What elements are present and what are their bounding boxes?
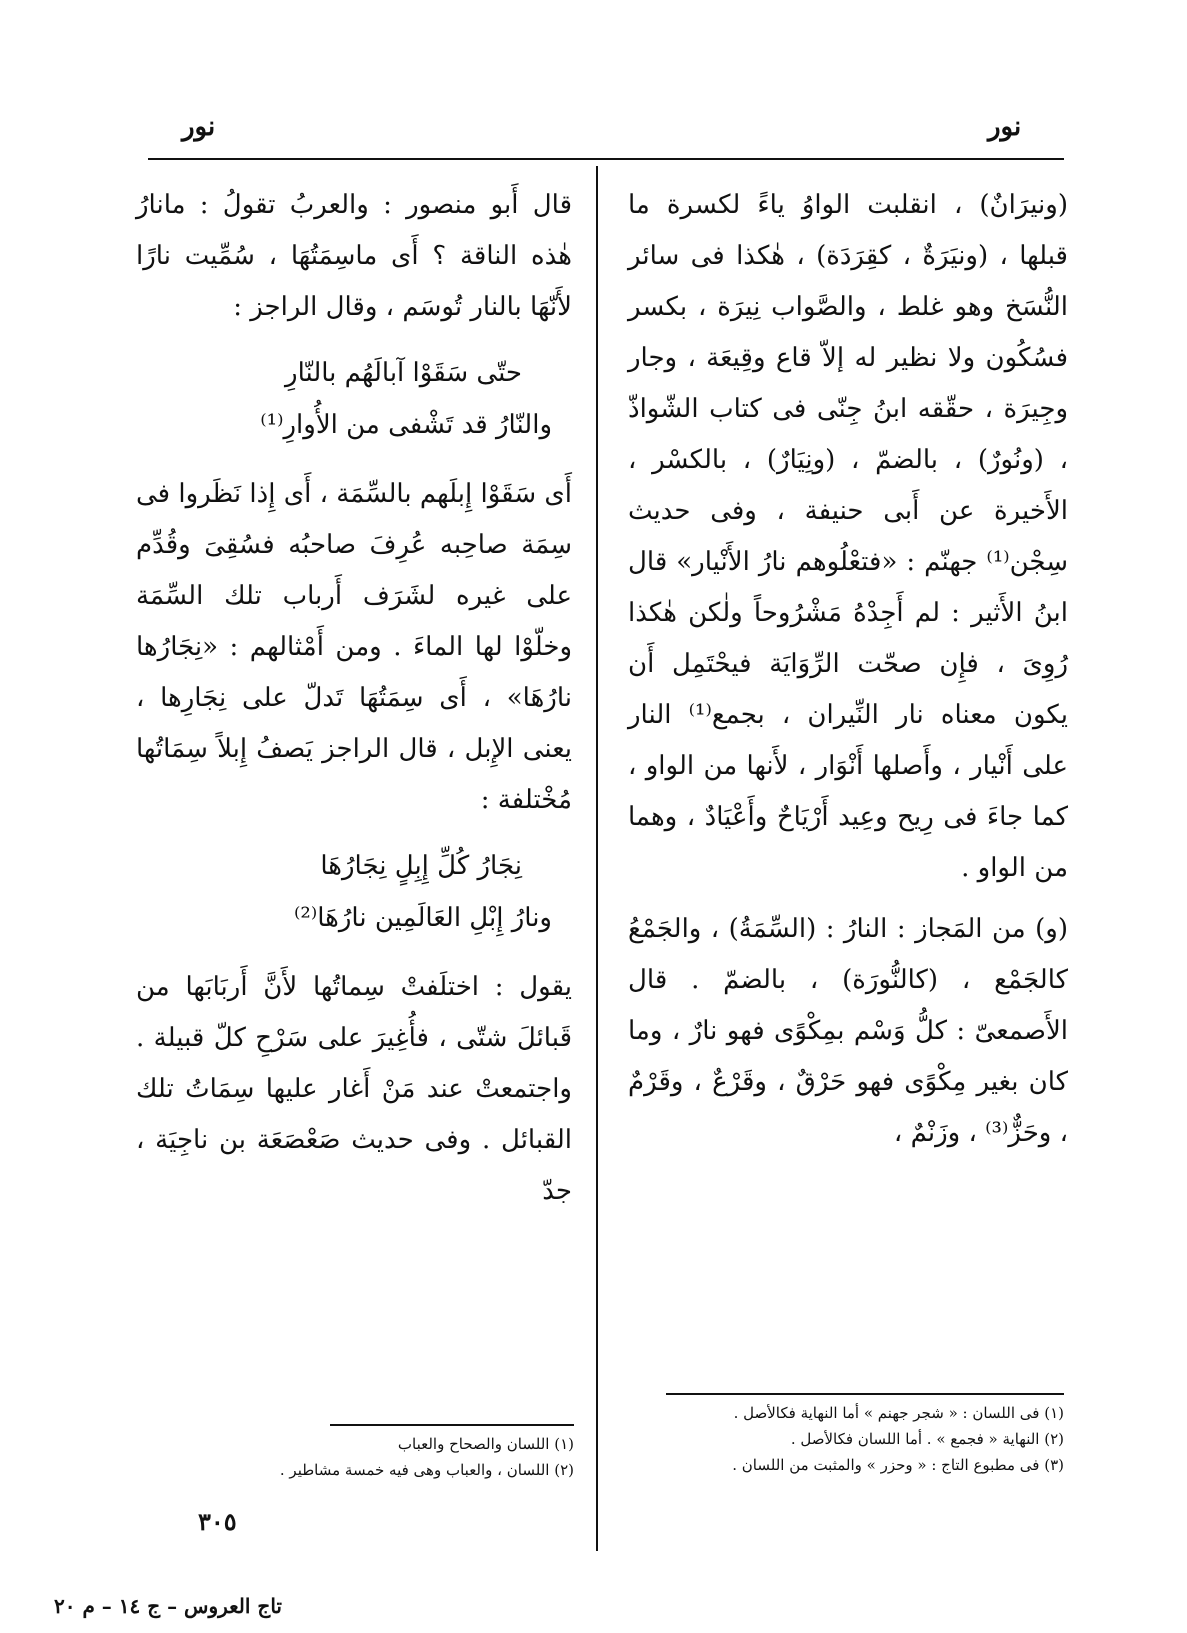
right-paragraph-1: (ونيرَانٌ) ، انقلبت الواوُ ياءً لكسرة ما قبلها ، (ونيَرَةٌ ، كقِرَدَة) ، هٰكذا فى سائر النُّسَخ وهو غلط ، والصَّواب نِيرَة ، بكسر فسُكُون ولا نظير له إلاّ قاع وقِيعَة ، وجار وجِيرَة ، حقّقه ابنُ جِنّى فى كتاب الشّواذّ ، (ونُورٌ) ، بالضمّ ، (ونِيَارٌ) ، بالكسْر ، الأَخيرة عن أَبى حنيفة ، وفى حديث سِجْن⁽¹⁾ جهنّم : «فتعْلُوهم نارُ الأَنْيار» قال ابنُ الأَثير : لم أَجِدْهُ مَشْرُوحاً ولٰكن هٰكذا رُوِىَ ، فإِن صحّت الرِّوَايَة فيحْتَمِل أَن يكون معناه نار النِّيران ، بجمع⁽¹⁾ النار على أَنْيار ، وأَصلها أَنْوَار ، لأَنها من الواو ، كما جاءَ فى رِيح وعِيد أَرْيَاحٌ وأَعْيَادٌ ، وهما من الواو . [628,190,1068,883]
footnote-left-1: (١) اللسان والصحاح والعباب [397,1435,574,1453]
verse-1-line-1: حتّى سَقَوْا آبالَهُم بالنّارِ [285,358,522,388]
footnote-right-1: (١) فى اللسان : « شجر جهنم » أما النهاية فكالأصل . [733,1404,1064,1422]
verse-1-line-2: والنّارُ قد تَشْفى من الأُوارِ⁽¹⁾ [260,410,552,440]
right-paragraph-2: (و) من المَجاز : النارُ : (السِّمَةُ) ، والجَمْعُ كالجَمْع ، (كالنُّورَة) ، بالضمّ . قال الأَصمعىّ : كلُّ وَسْم بمِكْوًى فهو نارٌ ، وما كان بغير مِكْوًى فهو حَرْقٌ ، وقَرْعٌ ، وقَرْمٌ ، وحَزٌّ⁽³⁾ ، وزَنْمٌ ، [628,914,1068,1148]
verse-1 [136,347,572,451]
footnotes-left [230,1431,574,1483]
left-column [136,180,572,1217]
running-header-left: نور [182,112,216,142]
right-column [628,180,1068,1159]
footnote-right-2: (٢) النهاية « فجمع » . أما اللسان فكالأصل . [790,1430,1064,1448]
page-footer: تاج العروس – ج ١٤ – م ٢٠ [54,1594,282,1618]
footnote-rule-right [666,1393,1064,1395]
header-rule [148,158,1064,160]
footnote-right-3: (٣) فى مطبوع التاج : « وحزر » والمثبت من اللسان . [732,1456,1064,1474]
footnote-rule-left [330,1424,574,1426]
footnotes-right [640,1400,1064,1478]
page-number: ٣٠٥ [198,1507,237,1536]
verse-2-line-2: ونارُ إِبْلِ العَالَمِين نارُهَا⁽²⁾ [294,903,552,933]
column-divider [596,166,598,1551]
left-paragraph-1: قال أَبو منصور : والعربُ تقولُ : مانارُ هٰذه الناقة ؟ أَى ماسِمَتُهَا ، سُمِّيت نارًا لأَنّهَا بالنار تُوسَم ، وقال الراجز : [136,190,572,322]
verse-2-line-1: نِجَارُ كُلِّ إِبِلٍ نِجَارُهَا [320,851,522,881]
running-header-right: نور [988,112,1022,142]
verse-2 [136,840,572,944]
left-paragraph-3: يقول : اختلَفتْ سِماتُها لأَنَّ أَربَابَها من قَبائلَ شتّى ، فأُغِيرَ على سَرْحِ كلّ قبيلة . واجتمعتْ عند مَنْ أَغار عليها سِمَاتُ تلك القبائل . وفى حديث صَعْصَعَة بن ناجِيَة ، جدّ [136,972,572,1206]
left-paragraph-2: أَى سَقَوْا إِبلَهم بالسِّمَة ، أَى إِذا نَظَروا فى سِمَة صاحِبه عُرِفَ صاحبُه فسُقِىَ وقُدِّم على غيره لشَرَف أَرباب تلك السِّمَة وخلّوْا لها الماءَ . ومن أَمْثالهم : «نِجَارُها نارُهَا» ، أَى سِمَتُهَا تَدلّ على نِجَارِها ، يعنى الإِبل ، قال الراجز يَصفُ إِبلاً سِمَاتُها مُخْتلفة : [136,479,572,815]
footnote-left-2: (٢) اللسان ، والعباب وهى فيه خمسة مشاطير . [279,1461,574,1479]
